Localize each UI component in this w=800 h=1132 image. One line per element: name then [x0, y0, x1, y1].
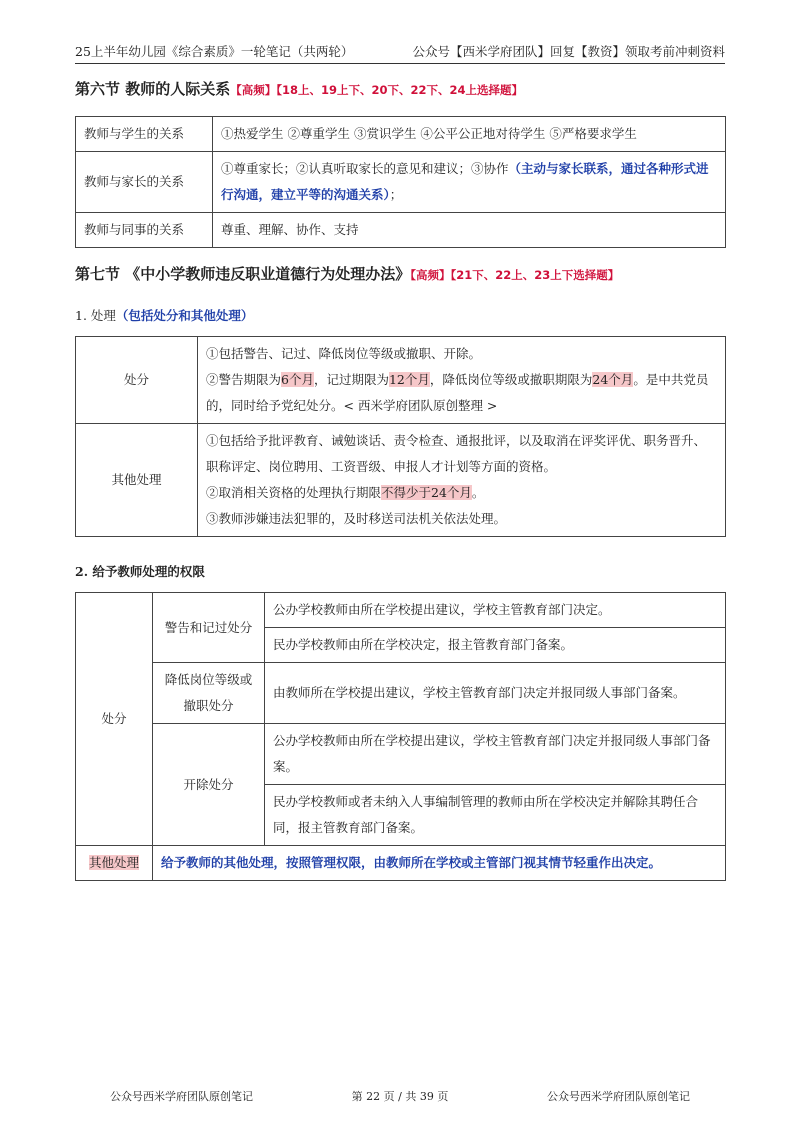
row-content: 尊重、理解、协作、支持	[213, 213, 726, 248]
page-header	[75, 42, 725, 64]
highlight: 不得少于24个月	[381, 485, 472, 500]
header-left: 25上半年幼儿园《综合素质》一轮笔记（共两轮）	[75, 44, 354, 59]
cell-content: 公办学校教师由所在学校提出建议，学校主管教育部门决定并报同级人事部门备案。	[265, 724, 726, 785]
parent-content: ①尊重家长；②认真听取家长的意见和建议；③协作	[221, 161, 509, 176]
table-row	[76, 152, 726, 213]
other-line2	[206, 480, 717, 506]
table-row	[76, 213, 726, 248]
part2-title: 2. 给予教师处理的权限	[75, 564, 205, 579]
section6-tags: 【高频】【18上、19上下、20下、22下、24上选择题】	[230, 83, 523, 97]
section7-tags: 【高频】【21下、22上、23上下选择题】	[410, 268, 620, 282]
row-label: 教师与同事的关系	[76, 213, 213, 248]
text: ②取消相关资格的处理执行期限	[206, 485, 382, 500]
chufen-line1: ①包括警告、记过、降低岗位等级或撤职、开除。	[206, 346, 482, 361]
other-label: 其他处理	[88, 855, 139, 870]
page-footer	[110, 1088, 690, 1104]
table-row	[76, 724, 726, 785]
cell-type: 警告和记过处分	[153, 593, 265, 663]
table-row	[76, 117, 726, 152]
section7-heading	[75, 263, 619, 284]
handling-table	[75, 336, 726, 537]
row-label: 教师与家长的关系	[76, 152, 213, 213]
row-label: 教师与学生的关系	[76, 117, 213, 152]
footer-left: 公众号西米学府团队原创笔记	[110, 1090, 253, 1103]
row-content	[213, 152, 726, 213]
cell-label	[76, 846, 153, 881]
cell-type: 开除处分	[153, 724, 265, 846]
row-content: ①热爱学生 ②尊重学生 ③赏识学生 ④公平公正地对待学生 ⑤严格要求学生	[213, 117, 726, 152]
cell-label: 处分	[76, 593, 153, 846]
highlight: 12个月	[388, 372, 430, 387]
section6-heading	[75, 78, 523, 99]
cell-content	[198, 424, 726, 537]
section7-title: 第七节 《中小学教师违反职业道德行为处理办法》	[75, 265, 411, 283]
cell-content: 由教师所在学校提出建议，学校主管教育部门决定并报同级人事部门备案。	[265, 663, 726, 724]
part1-title: 1. 处理	[75, 308, 116, 323]
header-right: 公众号【西米学府团队】回复【教资】领取考前冲刺资料	[412, 44, 725, 59]
authority-table	[75, 592, 726, 881]
cell-content: 民办学校教师由所在学校决定，报主管教育部门备案。	[265, 628, 726, 663]
part1-heading	[75, 306, 253, 324]
footer-right: 公众号西米学府团队原创笔记	[547, 1090, 690, 1103]
text: ，记过期限为	[313, 372, 389, 387]
table-row	[76, 593, 726, 628]
other-line3: ③教师涉嫌违法犯罪的，及时移送司法机关依法处理。	[206, 511, 507, 526]
text: 。是中共党员的，同时给予党纪处分。< 西米学府团队原创整理 >	[206, 372, 709, 413]
cell-content: 给予教师的其他处理，按照管理权限，由教师所在学校或主管部门视其情节轻重作出决定。	[153, 846, 726, 881]
section6-title: 第六节 教师的人际关系	[75, 80, 231, 98]
cell-content	[198, 337, 726, 424]
table-row	[76, 663, 726, 724]
part1-note: （包括处分和其他处理）	[115, 308, 254, 323]
cell-label: 其他处理	[76, 424, 198, 537]
highlight: 24个月	[592, 372, 634, 387]
relations-table	[75, 116, 726, 248]
cell-content: 公办学校教师由所在学校提出建议，学校主管教育部门决定。	[265, 593, 726, 628]
highlight: 6个月	[281, 372, 314, 387]
parent-note: （主动与家长联系，通过各种形式进行沟通，建立平等的沟通关系）	[221, 161, 709, 202]
table-row	[76, 846, 726, 881]
text: ，降低岗位等级或撤职期限为	[429, 372, 593, 387]
parent-tail: ；	[389, 187, 403, 202]
chufen-line2	[206, 367, 717, 419]
text: ②警告期限为	[206, 372, 282, 387]
cell-content: 民办学校教师或者未纳入人事编制管理的教师由所在学校决定并解除其聘任合同，报主管教育部门备案。	[265, 785, 726, 846]
page-number: 第 22 页 / 共 39 页	[351, 1090, 449, 1103]
other-line1: ①包括给予批评教育、诫勉谈话、责令检查、通报批评，以及取消在评奖评优、职务晋升、职称评定、岗位聘用、工资晋级、申报人才计划等方面的资格。	[206, 433, 707, 474]
table-row	[76, 337, 726, 424]
cell-label: 处分	[76, 337, 198, 424]
table-row	[76, 424, 726, 537]
text: 。	[471, 485, 485, 500]
cell-type: 降低岗位等级或撤职处分	[153, 663, 265, 724]
